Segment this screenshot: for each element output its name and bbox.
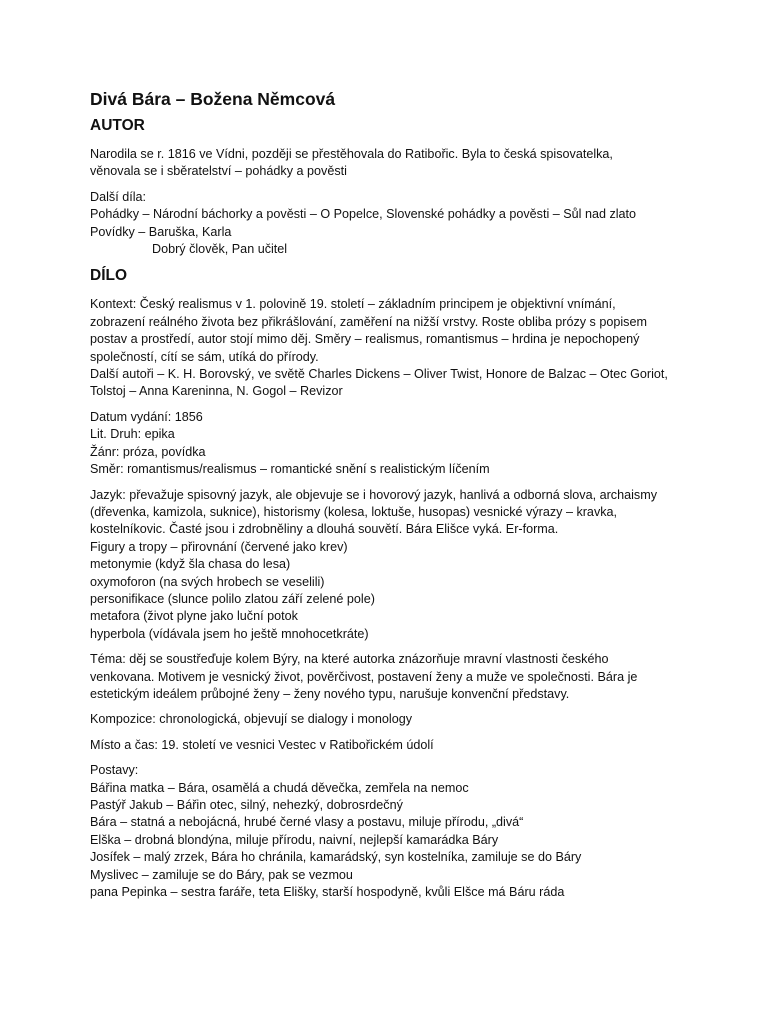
section-heading-dilo: DÍLO — [90, 267, 128, 285]
postavy-paragraph — [90, 762, 708, 901]
dalsi-dila — [90, 189, 708, 259]
text-line: metonymie (když šla chasa do lesa) — [90, 557, 291, 572]
text-line: Kompozice: chronologická, objevují se dialogy i monology — [90, 712, 413, 727]
text-line: Žánr: próza, povídka — [90, 444, 206, 459]
text-line: Bářina matka – Bára, osamělá a chudá děvečka, zemřela na nemoc — [90, 780, 469, 795]
autor-bio — [90, 146, 708, 181]
text-line: oxymoforon (na svých hrobech se veselili) — [90, 574, 325, 589]
text-line: Směr: romantismus/realismus – romantické snění s realistickým líčením — [90, 462, 490, 477]
page-title: Divá Bára – Božena Němcová — [90, 89, 336, 109]
text-line: (dřevenka, kamizola, suknice), historismy (kolesa, loktuše, husopas) vesnické výrazy – kravka, — [90, 504, 618, 519]
text-line: personifikace (slunce polilo zlatou září zelené pole) — [90, 591, 375, 606]
kompozice-paragraph — [90, 711, 708, 728]
text-line: Elška – drobná blondýna, miluje přírodu, naivní, nejlepší kamarádka Báry — [90, 832, 499, 847]
section-heading-autor: AUTOR — [90, 117, 145, 134]
text-line: Figury a tropy – přirovnání (červené jako krev) — [90, 539, 348, 554]
misto-cas-paragraph — [90, 737, 708, 754]
text-line: pana Pepinka – sestra faráře, teta Elišky, starší hospodyně, kvůli Elšce má Báru ráda — [90, 885, 565, 900]
text-line: zobrazení reálného života bez přikrášlování, zaměření na nižší vrstvy. Roste obliba prózy s popisem — [90, 314, 647, 329]
tema-paragraph — [90, 651, 708, 703]
text-line: metafora (život plyne jako luční potok — [90, 609, 298, 624]
text-line: společností, cítí se sám, utíká do přírody. — [90, 349, 319, 364]
text-line: Kontext: Český realismus v 1. polovině 19. století – základním principem je objektivní vnímání, — [90, 297, 616, 312]
text-line: věnovala se i sběratelství – pohádky a pověsti — [90, 164, 347, 179]
text-line: Pastýř Jakub – Bářin otec, silný, nehezký, dobrosrdečný — [90, 798, 403, 812]
text-line: Téma: děj se soustřeďuje kolem Býry, na které autorka znázorňuje mravní vlastnosti českého — [90, 652, 609, 667]
text-line: Narodila se r. 1816 ve Vídni, později se přestěhovala do Ratibořic. Byla to česká spisovatelka, — [90, 147, 613, 161]
text-line: Myslivec – zamiluje se do Báry, pak se vezmou — [90, 867, 353, 882]
text-line: Tolstoj – Anna Kareninna, N. Gogol – Revizor — [90, 384, 343, 399]
text-line: Další díla: — [90, 189, 146, 204]
text-line-indented: Dobrý člověk, Pan učitel — [152, 242, 288, 257]
text-line: Bára – statná a nebojácná, hrubé černé vlasy a postavu, miluje přírodu, „divá“ — [90, 815, 524, 830]
text-line: postav a prostředí, autor stojí mimo děj. Směry – realismus, romantismus – hrdina je nepochopený — [90, 332, 640, 347]
text-line: kostelníkovic. Časté jsou i zdrobněliny a dlouhá souvětí. Bára Elišce vyká. Er-forma. — [90, 522, 559, 537]
text-line: Postavy: — [90, 763, 139, 778]
text-line: Další autoři – K. H. Borovský, ve světě Charles Dickens – Oliver Twist, Honore de Balzac – Otec Goriot, — [90, 367, 668, 382]
text-line: Povídky – Baruška, Karla — [90, 224, 232, 239]
text-line: Pohádky – Národní báchorky a pověsti – O Popelce, Slovenské pohádky a pověsti – Sůl nad zlato — [90, 207, 637, 222]
text-line: Lit. Druh: epika — [90, 427, 175, 442]
text-line: Josífek – malý zrzek, Bára ho chránila, kamarádský, syn kostelníka, zamiluje se do Báry — [90, 850, 582, 865]
kontext-paragraph — [90, 296, 708, 400]
text-line: hyperbola (vídávala jsem ho ještě mnohocetkráte) — [90, 626, 369, 641]
udaje-paragraph — [90, 409, 708, 479]
text-line: Jazyk: převažuje spisovný jazyk, ale objevuje se i hovorový jazyk, hanlivá a odborná slova, archaismy — [90, 487, 657, 502]
jazyk-paragraph — [90, 487, 708, 644]
text-line: Datum vydání: 1856 — [90, 409, 203, 424]
text-line: Místo a čas: 19. století ve vesnici Vestec v Ratibořickém údolí — [90, 737, 434, 752]
text-line: estetickým ideálem průbojné ženy – ženy nového typu, narušuje konvenční představy. — [90, 686, 570, 701]
text-line: venkovana. Motivem je vesnický život, pověrčivost, postavení ženy a muže ve společnosti. Bára je — [90, 669, 638, 684]
